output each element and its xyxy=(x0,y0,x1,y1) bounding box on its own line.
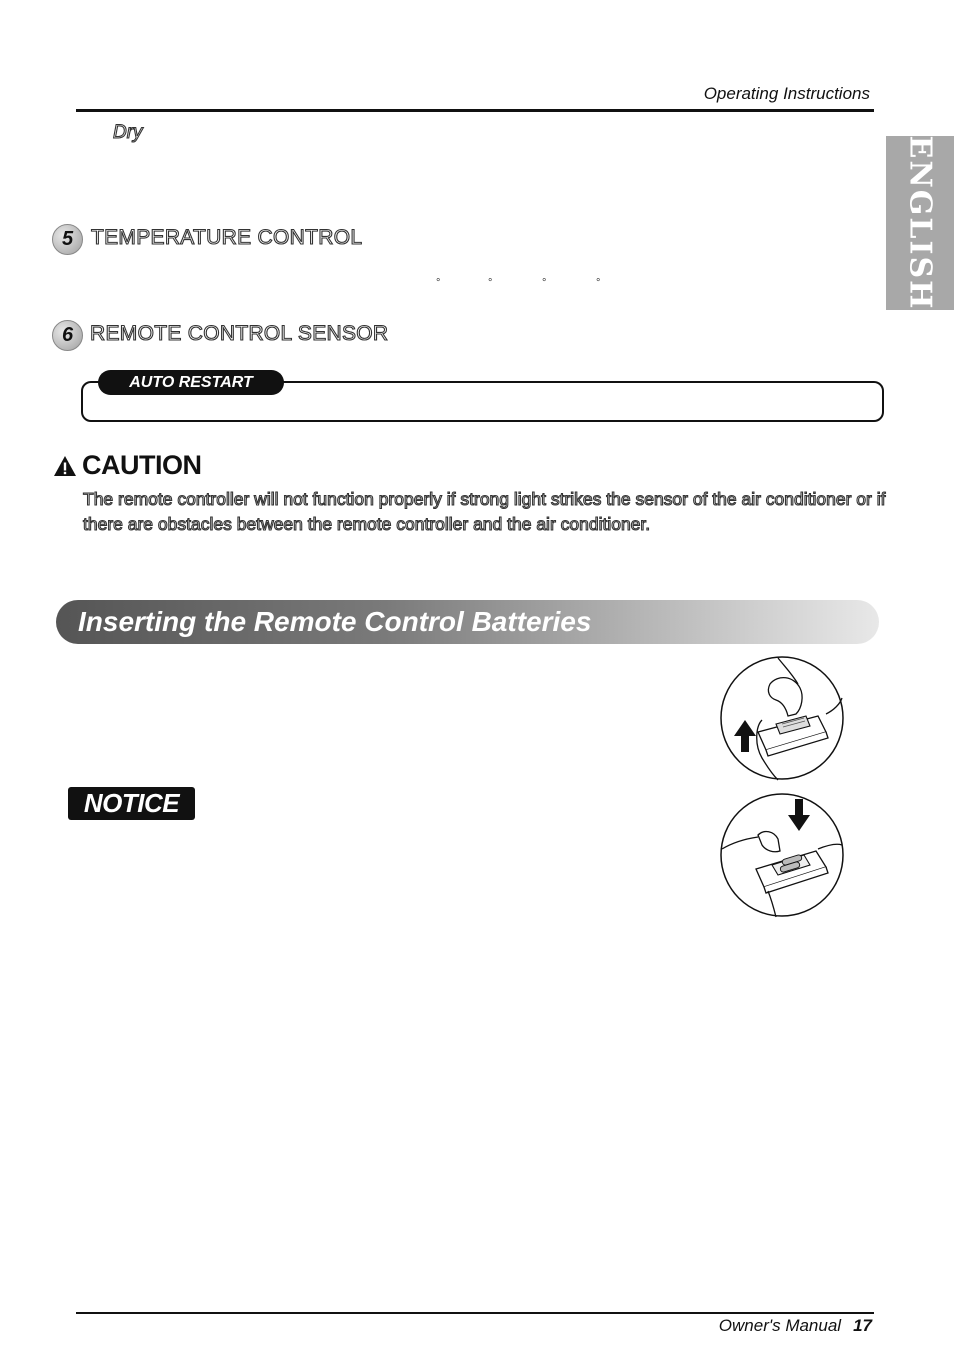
banner-title: Inserting the Remote Control Batteries xyxy=(78,606,592,637)
degree-mark: ° xyxy=(542,277,547,289)
footer-manual-name: Owner's Manual xyxy=(718,1316,842,1335)
section-number-badge: 6 xyxy=(52,320,83,351)
degree-mark: ° xyxy=(488,277,493,289)
section-number-badge: 5 xyxy=(52,224,83,255)
header-title: Operating Instructions xyxy=(703,84,870,103)
section-title-remote-control-sensor: REMOTE CONTROL SENSOR xyxy=(90,322,389,345)
degree-mark: ° xyxy=(436,277,441,289)
notice-label-box xyxy=(68,787,195,820)
notice-label: NOTICE xyxy=(83,788,180,818)
page-number: 17 xyxy=(853,1316,872,1335)
insert-batteries-illustration xyxy=(718,791,846,919)
auto-restart-label: AUTO RESTART xyxy=(98,370,284,395)
dry-mode-label: Dry xyxy=(113,122,143,143)
language-tab xyxy=(886,136,954,310)
section-title-temperature-control: TEMPERATURE CONTROL xyxy=(91,226,363,249)
caution-heading xyxy=(53,450,202,481)
caution-text: The remote controller will not function properly if strong light strikes the sensor of the air conditioner or if there are obstacles between the remote controller and the air conditioner. xyxy=(83,489,886,534)
warning-triangle-icon xyxy=(53,455,77,477)
language-tab-label: ENGLISH xyxy=(902,135,938,311)
degree-mark: ° xyxy=(596,277,601,289)
remove-battery-cover-illustration xyxy=(718,654,846,782)
footer-rule xyxy=(76,1312,874,1314)
footer xyxy=(560,1316,872,1336)
caution-title: CAUTION xyxy=(82,450,202,480)
header-rule xyxy=(76,109,874,112)
section-banner xyxy=(56,600,879,644)
